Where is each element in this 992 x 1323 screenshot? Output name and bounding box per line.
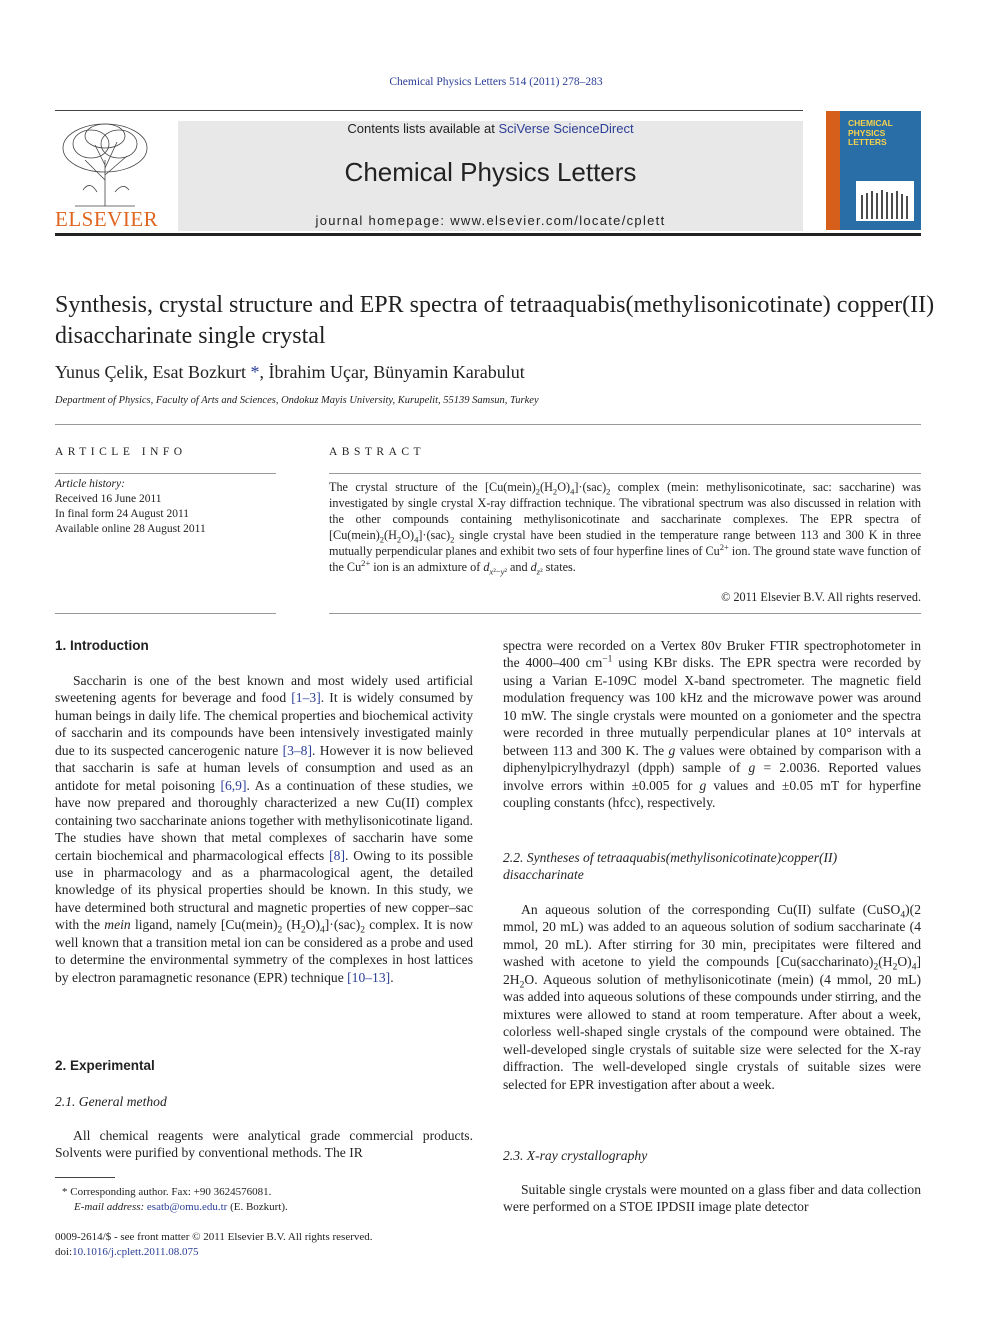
introduction-heading: 1. Introduction [55,638,149,653]
article-info-heading: ARTICLE INFO [55,446,187,458]
header-rule [55,233,921,236]
abstract-body: The crystal structure of the $[Cu(mein)_2(H_2O)_4]\cdot(sac)_2$ complex (mein: methylisonicotinate, sac: saccharine) was investigated by single crystal X-ray diffraction technique. The vibrational spectrum was also discussed in relation with the other compounds containing methylisonicotinate and saccharinate complexes. The EPR spectra of $[Cu(mein)_2(H_2O)_4]\cdot(sac)_2$ single crystal have been studied in the temperature range between 113 and 300 K in three mutually perpendicular planes and exhibit two sets of four hyperfine lines of $Cu^{2+}$ ion. The ground state wave function of the $Cu^{2+}$ ion is an admixture of $d_{x^2-y^2}$ and $d_{z^2}$ states. [329,480,921,577]
abstract-heading: ABSTRACT [329,446,426,458]
introduction-paragraph: Saccharin is one of the best known and most widely used artificial sweetening agents for beverage and food [1–3]. It is widely consumed by human beings in daily life. The chemical properties and biochemical activity of saccharin and its compounds have been intensively investigated mainly due to its suspected cancerogenic nature [3–8]. However it is now believed that saccharin is safe at human levels of consumption and used as an antidote for metal poisoning [6,9]. As a continuation of these studies, we have now prepared and thoroughly characterized a new Cu(II) complex containing two saccharinate anions together with methylisonicotinate ligand. The studies have shown that metal complexes of saccharin have some certain biochemical and pharmacological effects [8]. Owing to its possible use in pharmacology and as a pharmacological agent, the detailed knowledge of its physical properties should be known. In this study, we have determined both structural and magnetic properties of new copper–sac with the mein ligand, namely [$Cu(mein)_2$ $(H_2O)_4]\cdot(sac)_2$ complex. It is now well known that a transition metal ion can be considered as a probe and used to determine the environmental symmetry of the complexes in host lattices by electron paramagnetic resonance (EPR) technique [10–13]. [55,673,473,985]
journal-cover [826,111,921,230]
email-note: E-mail address: esatb@omu.edu.tr (E. Bozkurt). [74,1201,288,1213]
general-method-paragraph: All chemical reagents were analytical grade commercial products. Solvents were purified by conventional methods. The IR [55,1128,473,1161]
experimental-heading: 2. Experimental [55,1058,155,1073]
corresponding-note: * Corresponding author. Fax: +90 3624576081. [62,1186,272,1198]
final-form-date: In final form 24 August 2011 [55,508,190,520]
journal-citation[interactable]: Chemical Physics Letters 514 (2011) 278–283 [389,76,603,88]
corresponding-author-mark[interactable]: * [250,362,260,382]
abstract-copyright: © 2011 Elsevier B.V. All rights reserved. [721,590,921,604]
elsevier-wordmark: ELSEVIER [55,207,159,231]
article-history [55,477,276,537]
journal-title: Chemical Physics Letters [344,157,637,187]
author-list [55,362,935,383]
general-method-heading: 2.1. General method [55,1094,167,1109]
author-email-link[interactable]: esatb@omu.edu.tr [146,1201,228,1213]
syntheses-heading: 2.2. Syntheses of tetraaquabis(methylisonicotinate)copper(II) disaccharinate [503,850,838,883]
cover-graphic [856,181,914,221]
sciencedirect-link[interactable]: SciVerse ScienceDirect [498,121,634,136]
elsevier-logo [55,120,159,232]
abstract-rule [329,473,921,474]
cover-stripe [826,111,840,230]
syntheses-paragraph: An aqueous solution of the corresponding Cu(II) sulfate (CuSO$_4$)(2 mmol, 20 mL) was added to an aqueous solution of sodium saccharinate (4 mmol, 20 mL). After stirring for 30 min, precipitates were filtered and washed with acetone to yield the compounds $[Cu(saccharinato)_2(H_2O)_4]$ $2H_2O$. Aqueous solution of methylisonicotinate (mein) (4 mmol, 20 mL) was added into aqueous solutions of these compounds under stirring, and the mixtures were allowed to stand at room temperature. After about a week, colorless well-shaped single crystals of the compound were obtained. The well-developed single crystals of suitable size were selected for the X-ray diffraction. The well-developed single crystals of suitable sizes were selected for EPR investigation after about a week. [503,902,921,1092]
journal-homepage[interactable]: journal homepage: www.elsevier.com/locate/cplett [315,213,666,228]
footnote-rule [55,1177,115,1178]
authors-first: Yunus Çelik, Esat Bozkurt [55,362,246,382]
affiliation: Department of Physics, Faculty of Arts and Sciences, Ondokuz Mayis University, Kurupelit, 55139 Samsun, Turkey [55,395,539,406]
contents-prefix: Contents lists available at [347,121,499,136]
contents-line [178,121,803,136]
header-divider [55,110,803,111]
title-divider [55,424,921,425]
xray-heading: 2.3. X-ray crystallography [503,1148,648,1163]
history-label: Article history: [55,478,125,490]
cover-title: CHEMICAL PHYSICS LETTERS [848,118,893,147]
authors-rest: , İbrahim Uçar, Bünyamin Karabulut [259,362,525,382]
doi-link[interactable]: 10.1016/j.cplett.2011.08.075 [72,1246,199,1258]
ir-epr-paragraph: spectra were recorded on a Vertex 80v Bruker FTIR spectrophotometer in the 4000–400 $cm^{-1}$ using KBr disks. The EPR spectra were recorded by using a Varian E-109C model X-band spectrometer. The magnetic field modulation frequency was 100 kHz and the microwave power was around 10 mW. The single crystals were mounted on a goniometer and the spectra were recorded in three mutually perpendicular planes at 10° intervals at between 113 and 300 K. The g values were obtained by comparison with a diphenylpicrylhydrazyl (dpph) sample of g = 2.0036. Reported values involve errors within ±0.005 for g values and ±0.05 mT for hyperfine coupling constants (hfcc), respectively. [503,638,922,811]
online-date: Available online 28 August 2011 [55,523,206,535]
article-info-rule [55,473,276,474]
doi-line: doi:10.1016/j.cplett.2011.08.075 [55,1246,199,1258]
received-date: Received 16 June 2011 [55,493,162,505]
tree-icon [55,120,155,208]
front-matter-note [55,1230,473,1260]
article-info-bottom-rule [55,613,276,614]
abstract-bottom-rule [329,613,921,614]
xray-paragraph: Suitable single crystals were mounted on a glass fiber and data collection were performed on a STOE IPDSII image plate detector [503,1182,921,1215]
corresponding-footnote [62,1185,473,1215]
article-title: Synthesis, crystal structure and EPR spectra of tetraaquabis(methylisonicotinate) copper(II) disaccharinate single crystal [55,292,935,349]
issn-line: 0009-2614/$ - see front matter © 2011 Elsevier B.V. All rights reserved. [55,1231,373,1243]
